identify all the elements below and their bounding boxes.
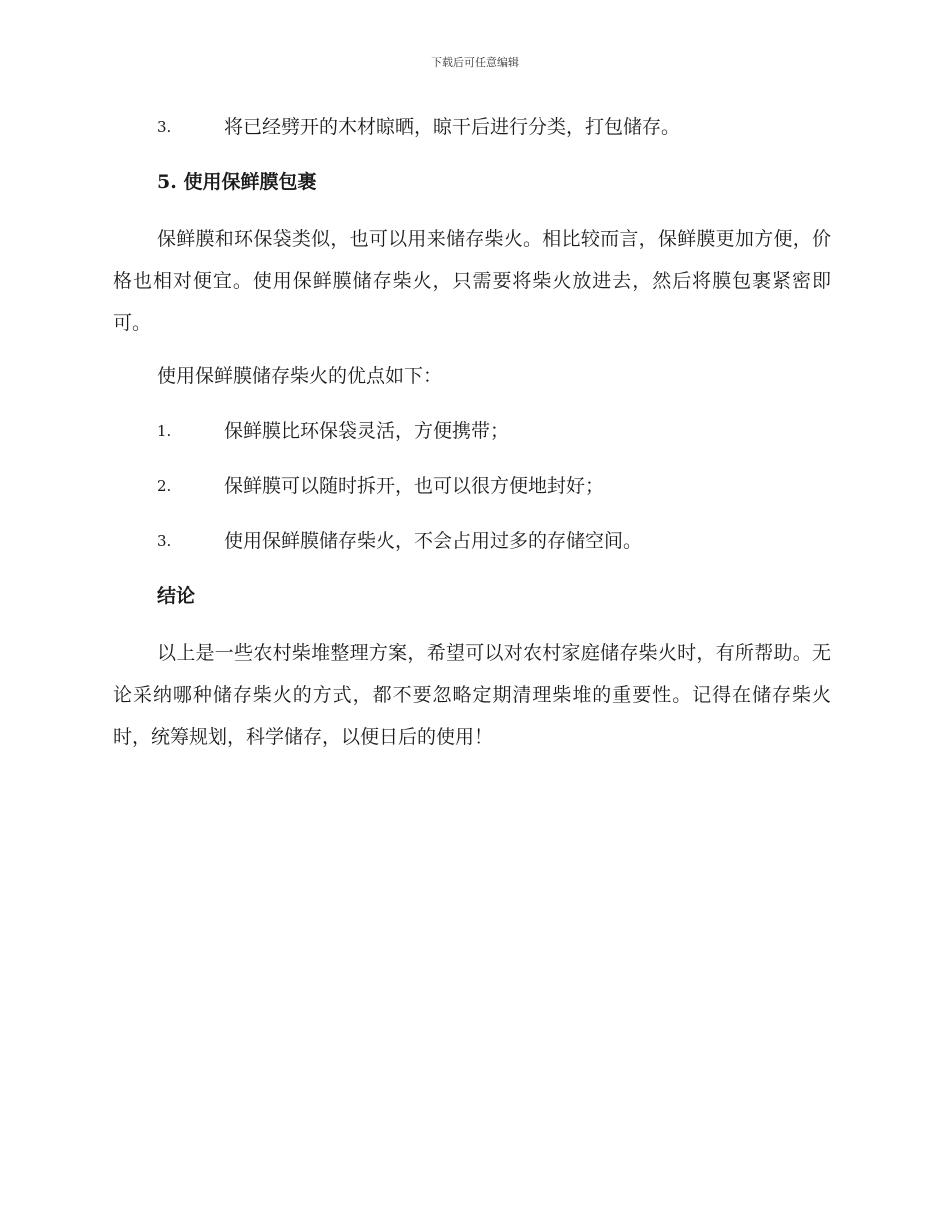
list-item (113, 108, 831, 146)
list-text: 将已经劈开的木材晾晒，晾干后进行分类，打包储存。 (224, 116, 681, 138)
list-item (113, 522, 831, 560)
list-number: 3. (157, 118, 172, 136)
conclusion-paragraph: 以上是一些农村柴堆整理方案，希望可以对农村家庭储存柴火时，有所帮助。无论采纳哪种储存柴火的方式，都不要忽略定期清理柴堆的重要性。记得在储存柴火时，统筹规划，科学储存，以便日后的使用！ (113, 642, 831, 748)
paragraph: 使用保鲜膜储存柴火的优点如下： (157, 365, 443, 387)
list-text: 使用保鲜膜储存柴火，不会占用过多的存储空间。 (224, 530, 643, 552)
list-number: 3. (157, 532, 172, 550)
list-text: 保鲜膜比环保袋灵活，方便携带； (224, 420, 510, 442)
document-content (113, 108, 831, 771)
header-note: 下载后可任意编辑 (431, 56, 519, 69)
list-number: 1. (157, 422, 172, 440)
paragraph: 保鲜膜和环保袋类似，也可以用来储存柴火。相比较而言，保鲜膜更加方便，价格也相对便宜。使用保鲜膜储存柴火，只需要将柴火放进去，然后将膜包裹紧密即可。 (113, 228, 831, 334)
list-number: 2. (157, 477, 172, 495)
section-heading: 5. 使用保鲜膜包裹 (157, 171, 317, 193)
list-item (113, 467, 831, 505)
list-text: 保鲜膜可以随时拆开，也可以很方便地封好； (224, 475, 605, 497)
list-item (113, 412, 831, 450)
conclusion-heading: 结论 (157, 585, 196, 607)
